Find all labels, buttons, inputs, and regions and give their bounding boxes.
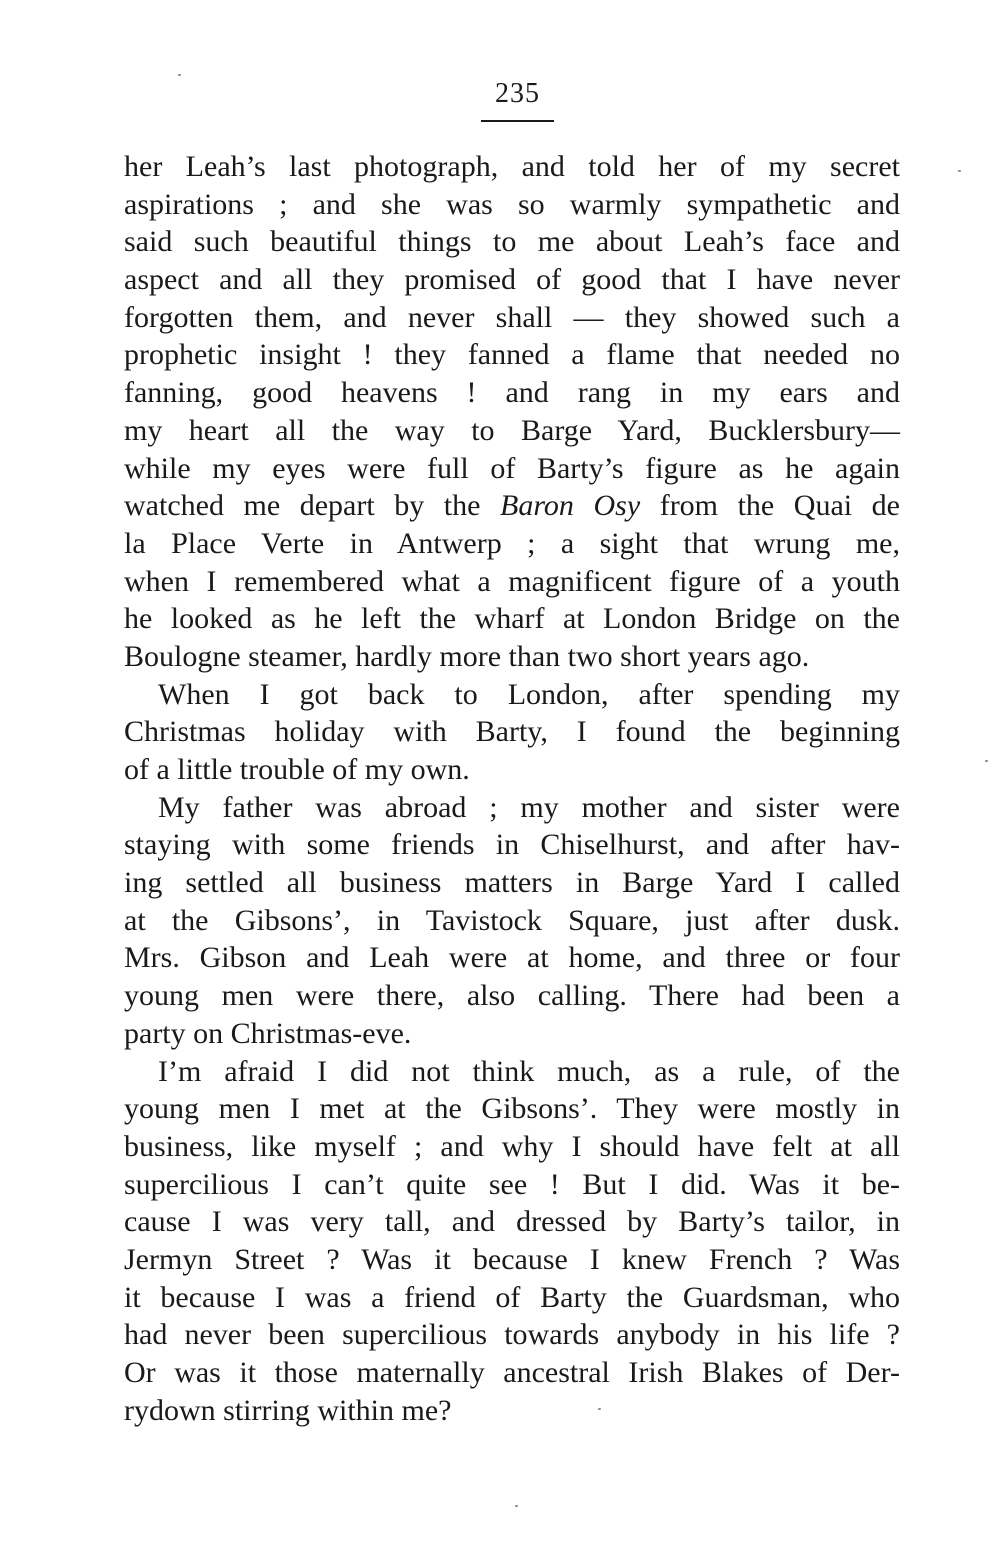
text-line: prophetic insight ! they fanned a flame that needed no — [124, 338, 900, 372]
body-text — [124, 148, 900, 1429]
text-line: Boulogne steamer, hardly more than two short years ago. — [124, 639, 810, 673]
text-line: aspirations ; and she was so warmly sympathetic and — [124, 187, 900, 221]
text-line: Jermyn Street ? Was it because I knew French ? Was — [124, 1242, 900, 1276]
text-line — [124, 487, 900, 525]
text-line: aspect and all they promised of good that I have never — [124, 263, 900, 297]
text-line: Mrs. Gibson and Leah were at home, and three or four — [124, 941, 900, 975]
page-number: 235 — [495, 78, 540, 109]
text-line: young men were there, also calling. There had been a — [124, 979, 900, 1013]
text-line: la Place Verte in Antwerp ; a sight that wrung me, — [124, 526, 900, 560]
text-segment: watched me depart by the — [124, 489, 501, 523]
text-line: fanning, good heavens ! and rang in my ears and — [124, 376, 900, 410]
text-line: my heart all the way to Barge Yard, Bucklersbury— — [124, 413, 900, 447]
text-line: business, like myself ; and why I should have felt at all — [124, 1129, 900, 1163]
text-line: while my eyes were full of Barty’s figure as he again — [124, 451, 900, 485]
text-line: party on Christmas-eve. — [124, 1016, 412, 1050]
paper-speck — [598, 1408, 601, 1410]
text-line: he looked as he left the wharf at London Bridge on the — [124, 602, 900, 636]
text-line: forgotten them, and never shall — they showed such a — [124, 300, 900, 334]
text-line: had never been supercilious towards anybody in his life ? — [124, 1318, 900, 1352]
text-line: Christmas holiday with Barty, I found the beginning — [124, 715, 900, 749]
text-line: ing settled all business matters in Barge Yard I called — [124, 866, 900, 900]
ship-name-italic: Baron Osy — [500, 489, 641, 523]
text-line: when I remembered what a magnificent figure of a youth — [124, 564, 900, 598]
text-line: said such beautiful things to me about Leah’s face and — [124, 225, 900, 259]
text-line: When I got back to London, after spending my — [158, 677, 900, 711]
text-segment: from the Quai de — [640, 489, 900, 523]
paper-speck — [515, 1505, 518, 1507]
text-line: Or was it those maternally ancestral Irish Blakes of Der- — [124, 1356, 900, 1389]
paper-speck — [178, 74, 181, 76]
text-line: at the Gibsons’, in Tavistock Square, just after dusk. — [124, 903, 900, 937]
text-line: it because I was a friend of Barty the Guardsman, who — [124, 1280, 900, 1314]
text-line: of a little trouble of my own. — [124, 753, 470, 786]
text-line: staying with some friends in Chiselhurst, and after hav- — [124, 828, 900, 862]
text-line: supercilious I can’t quite see ! But I did. Was it be- — [124, 1167, 900, 1201]
page-number-rule — [481, 120, 554, 122]
text-line: I’m afraid I did not think much, as a rule, of the — [158, 1054, 900, 1088]
text-line: her Leah’s last photograph, and told her of my secret — [124, 150, 900, 183]
text-line: cause I was very tall, and dressed by Barty’s tailor, in — [124, 1205, 900, 1239]
text-line: My father was abroad ; my mother and sister were — [158, 790, 900, 824]
text-line: young men I met at the Gibsons’. They were mostly in — [124, 1092, 900, 1126]
paper-speck — [985, 760, 988, 762]
text-line: rydown stirring within me? — [124, 1393, 452, 1427]
paper-speck — [958, 170, 961, 172]
